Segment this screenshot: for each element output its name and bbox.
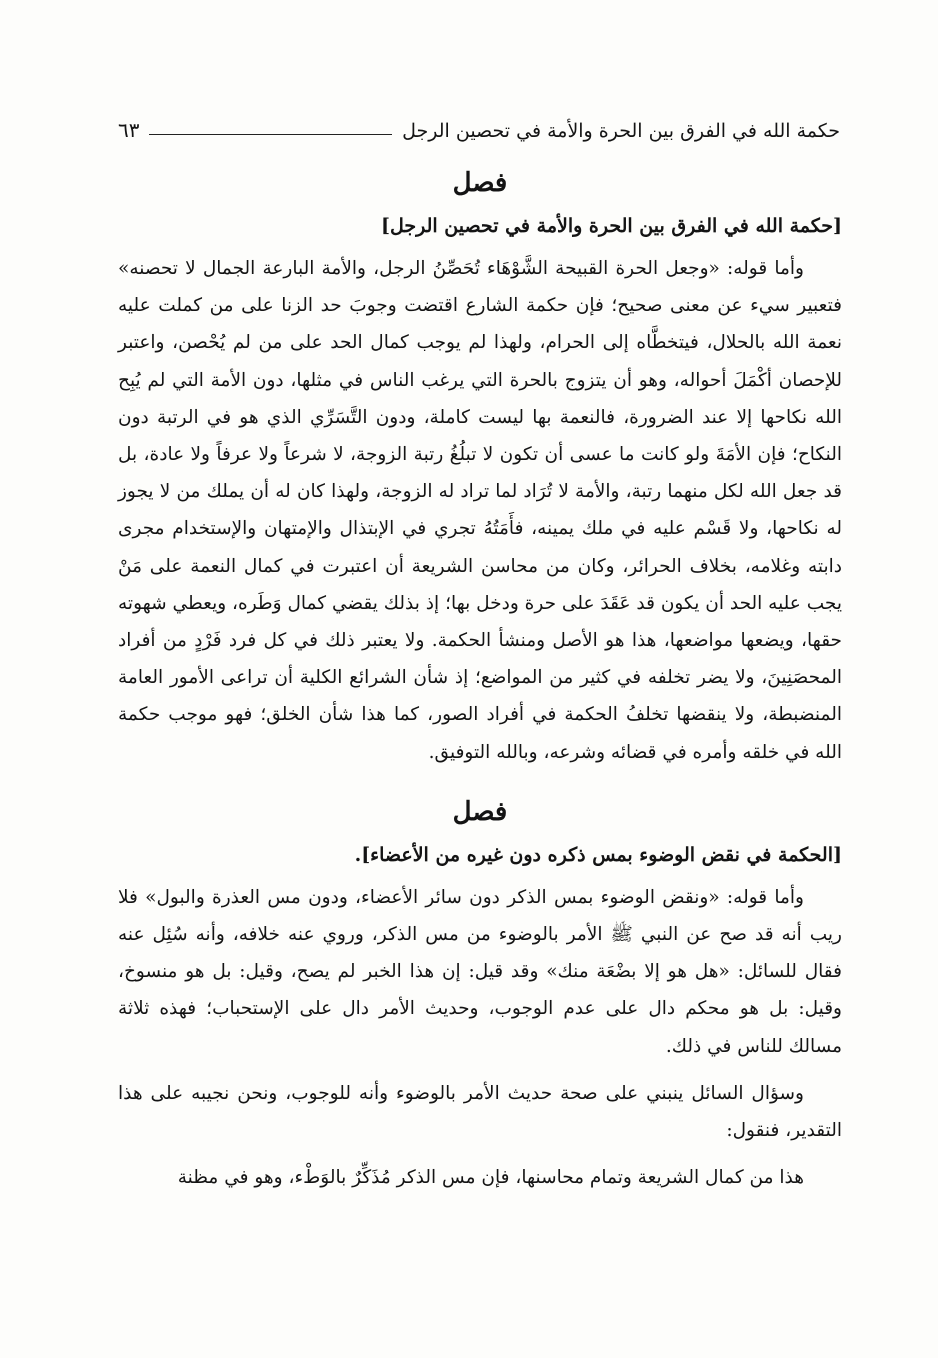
section-heading: فصل bbox=[452, 796, 508, 827]
paragraph: وأما قوله: «ونقض الوضوء بمس الذكر دون سائر الأعضاء، ودون مس العذرة والبول» فلا ريب أنه قد صح عن النبي ﷺ الأمر بالوضوء من مس الذكر، وروي عنه خلافه، وأنه سُئِل عنه فقال للسائل: «هل هو إلا بضْعَة منك» وقد قيل: إن هذا الخبر لم يصح، وقيل: بل هو منسوخ، وقيل: بل هو محكم دال على عدم الوجوب، وحديث الأمر دال على الإستحباب؛ فهذه ثلاثة مسالك للناس في ذلك. bbox=[118, 886, 842, 1057]
page-header bbox=[118, 110, 840, 142]
page-body bbox=[118, 160, 842, 1196]
running-title: حكمة الله في الفرق بين الحرة والأمة في تحصين الرجل bbox=[402, 120, 840, 142]
section-heading: فصل bbox=[452, 168, 508, 198]
page-number: ٦٣ bbox=[118, 118, 140, 142]
paragraph: هذا من كمال الشريعة وتمام محاسنها، فإن مس الذكر مُذَكِّرٌ بالوَطْء، وهو في مظنة bbox=[177, 1167, 804, 1189]
header-rule bbox=[149, 134, 392, 135]
paragraph: وسؤال السائل ينبني على صحة حديث الأمر بالوضوء وأنه للوجوب، ونحن نجيبه على هذا التقدير، فنقول: bbox=[118, 1082, 842, 1142]
section-subtitle: [حكمة الله في الفرق بين الحرة والأمة في تحصين الرجل] bbox=[380, 215, 842, 237]
paragraph: وأما قوله: «وجعل الحرة القبيحة الشَّوْهَاء تُحَصِّنُ الرجل، والأمة البارعة الجمال لا تحصنه» فتعبير سيء عن معنى صحيح؛ فإن حكمة الشارع اقتضت وجوبَ حد الزنا على من كملت عليه نعمة الله بالحلال، فيتخطَّاه إلى الحرام، ولهذا لم يوجب كمال الحد على من لم يُحْصن، واعتبر للإحصان أكْمَلَ أحواله، وهو أن يتزوج بالحرة التي يرغب الناس في مثلها، دون الأمة التي لم يُبِح الله نكاحها إلا عند الضرورة، فالنعمة بها ليست كاملة، ودون التَّسَرِّي الذي هو في الرتبة دون النكاح؛ فإن الأمَةَ ولو كانت ما عسى أن تكون لا تبلُغُ رتبة الزوجة، لا شرعاً ولا عرفاً ولا عادة، بل قد جعل الله لكل منهما رتبة، والأمة لا تُرَاد لما تراد له الزوجة، ولهذا كان له أن يملك من لا يجوز له نكاحها، ولا قَسْم عليه في ملك يمينه، فأَمَتُهُ تجري في الإبتذال والإمتهان والإستخدام مجرى دابته وغلامه، بخلاف الحرائر، وكان من محاسن الشريعة أن اعتبرت في كمال النعمة على مَنْ يجب عليه الحد أن يكون قد عَقَدَ على حرة ودخل بها؛ إذ بذلك يقضي كمال وَطَره، ويعطي شهوته حقها، ويضعها مواضعها، هذا هو الأصل ومنشأ الحكمة. ولا يعتبر ذلك في كل فرد فَرْدٍ من أفراد المحصَنِينَ، ولا يضر تخلفه في كثير من المواضع؛ إذ شأن الشرائع الكلية أن تراعى الأمور العامة المنضبطة، ولا ينقضها تخلفُ الحكمة في أفراد الصور، كما هذا شأن الخلق؛ فهو موجب حكمة الله في خلقه وأمره في قضائه وشرعه، وبالله التوفيق. bbox=[118, 258, 842, 763]
section-subtitle: [الحكمة في نقض الوضوء بمس ذكره دون غيره من الأعضاء]. bbox=[354, 843, 842, 866]
